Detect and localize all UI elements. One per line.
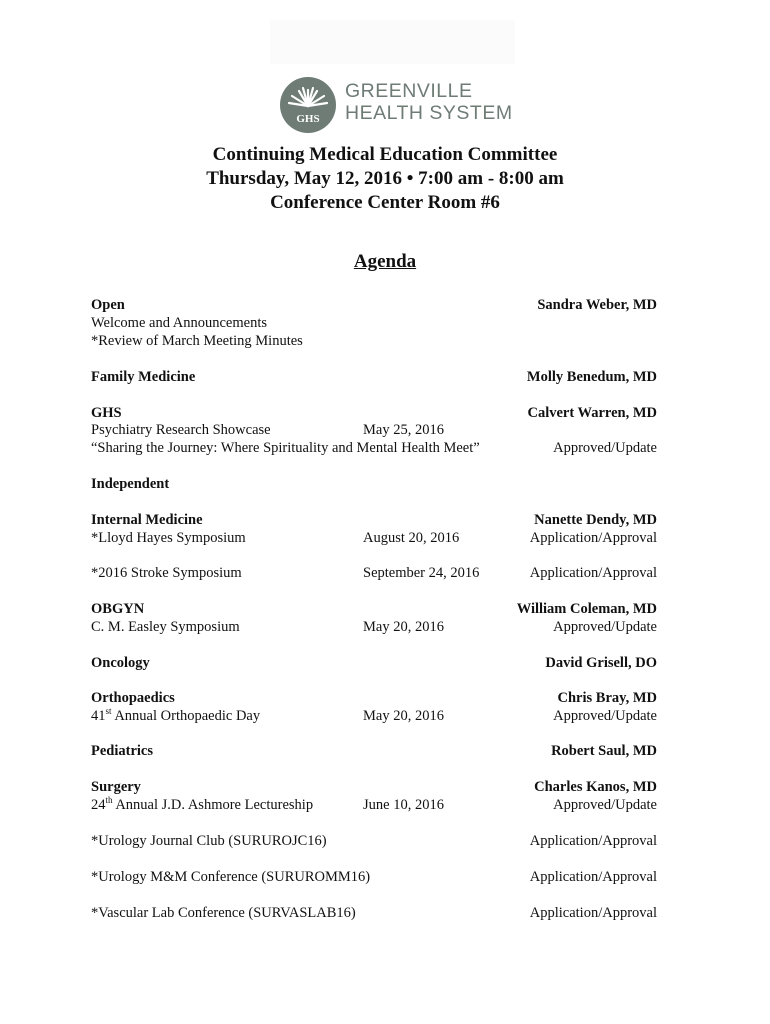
presenter-obgyn: William Coleman, MD: [516, 601, 657, 617]
surgery-event-1-status: Approved/Update: [553, 797, 657, 813]
ortho-event-1-status: Approved/Update: [553, 708, 657, 724]
presenter-orthopaedics: Chris Bray, MD: [557, 690, 657, 706]
surgery-event-2: *Urology Journal Club (SURUROJC16): [91, 833, 327, 849]
section-obgyn: OBGYN: [91, 601, 145, 617]
ortho-event-1-rest: Annual Orthopaedic Day: [111, 708, 261, 724]
presenter-surgery: Charles Kanos, MD: [534, 779, 657, 795]
internal-event-1-status: Application/Approval: [529, 530, 657, 546]
surgery-event-1: [91, 796, 313, 814]
logo-wordmark: [345, 80, 513, 124]
surgery-event-4: *Vascular Lab Conference (SURVASLAB16): [91, 905, 356, 921]
section-surgery: Surgery: [91, 779, 141, 795]
internal-event-1-date: August 20, 2016: [363, 530, 460, 546]
open-item-2: *Review of March Meeting Minutes: [91, 333, 303, 349]
section-ghs: GHS: [91, 405, 122, 421]
presenter-open: Sandra Weber, MD: [537, 297, 657, 313]
internal-event-2-date: September 24, 2016: [363, 565, 480, 581]
obgyn-event-1-status: Approved/Update: [553, 619, 657, 635]
logo-line-1: GREENVILLE: [345, 80, 473, 102]
svg-text:GHS: GHS: [296, 113, 320, 125]
ortho-event-1: [91, 707, 260, 725]
section-open: Open: [91, 297, 125, 313]
section-pediatrics: Pediatrics: [91, 743, 154, 759]
ortho-event-1-sup: st: [105, 706, 112, 717]
surgery-event-1-num: 24: [91, 797, 106, 813]
internal-event-2: *2016 Stroke Symposium: [91, 565, 242, 581]
internal-event-1: *Lloyd Hayes Symposium: [91, 530, 246, 546]
meeting-datetime: Thursday, May 12, 2016 • 7:00 am - 8:00 am: [206, 168, 564, 189]
section-family-medicine: Family Medicine: [91, 369, 196, 385]
palm-tree-logo-icon: [279, 76, 337, 134]
surgery-event-1-rest: Annual J.D. Ashmore Lectureship: [112, 797, 314, 813]
section-internal-medicine: Internal Medicine: [91, 512, 203, 528]
presenter-family-medicine: Molly Benedum, MD: [526, 369, 657, 385]
ghs-event-1: Psychiatry Research Showcase: [91, 422, 271, 438]
obgyn-event-1-date: May 20, 2016: [363, 619, 444, 635]
surgery-event-3-status: Application/Approval: [529, 869, 657, 885]
surgery-event-4-status: Application/Approval: [529, 905, 657, 921]
surgery-event-1-sup: th: [105, 795, 113, 806]
ortho-event-1-date: May 20, 2016: [363, 708, 444, 724]
section-independent: Independent: [91, 476, 170, 492]
presenter-oncology: David Grisell, DO: [545, 655, 657, 671]
ghs-event-1-date: May 25, 2016: [363, 422, 444, 438]
ortho-event-1-num: 41: [91, 708, 106, 724]
ghs-logo: [279, 76, 519, 136]
meeting-location: Conference Center Room #6: [270, 192, 500, 213]
presenter-ghs: Calvert Warren, MD: [527, 405, 657, 421]
obgyn-event-1: C. M. Easley Symposium: [91, 619, 240, 635]
internal-event-2-status: Application/Approval: [529, 565, 657, 581]
presenter-pediatrics: Robert Saul, MD: [551, 743, 657, 759]
ghs-event-2-status: Approved/Update: [553, 440, 657, 456]
presenter-internal-medicine: Nanette Dendy, MD: [534, 512, 657, 528]
section-oncology: Oncology: [91, 655, 150, 671]
ghs-event-2: “Sharing the Journey: Where Spirituality and Mental Health Meet”: [91, 440, 480, 456]
surgery-event-1-date: June 10, 2016: [363, 797, 444, 813]
surgery-event-2-status: Application/Approval: [529, 833, 657, 849]
open-item-1: Welcome and Announcements: [91, 315, 268, 331]
committee-title: Continuing Medical Education Committee: [212, 144, 558, 165]
logo-line-2: HEALTH SYSTEM: [345, 102, 513, 124]
section-orthopaedics: Orthopaedics: [91, 690, 175, 706]
surgery-event-3: *Urology M&M Conference (SURUROMM16): [91, 869, 371, 885]
top-scan-band: [270, 20, 515, 64]
agenda-heading: Agenda: [353, 251, 417, 272]
